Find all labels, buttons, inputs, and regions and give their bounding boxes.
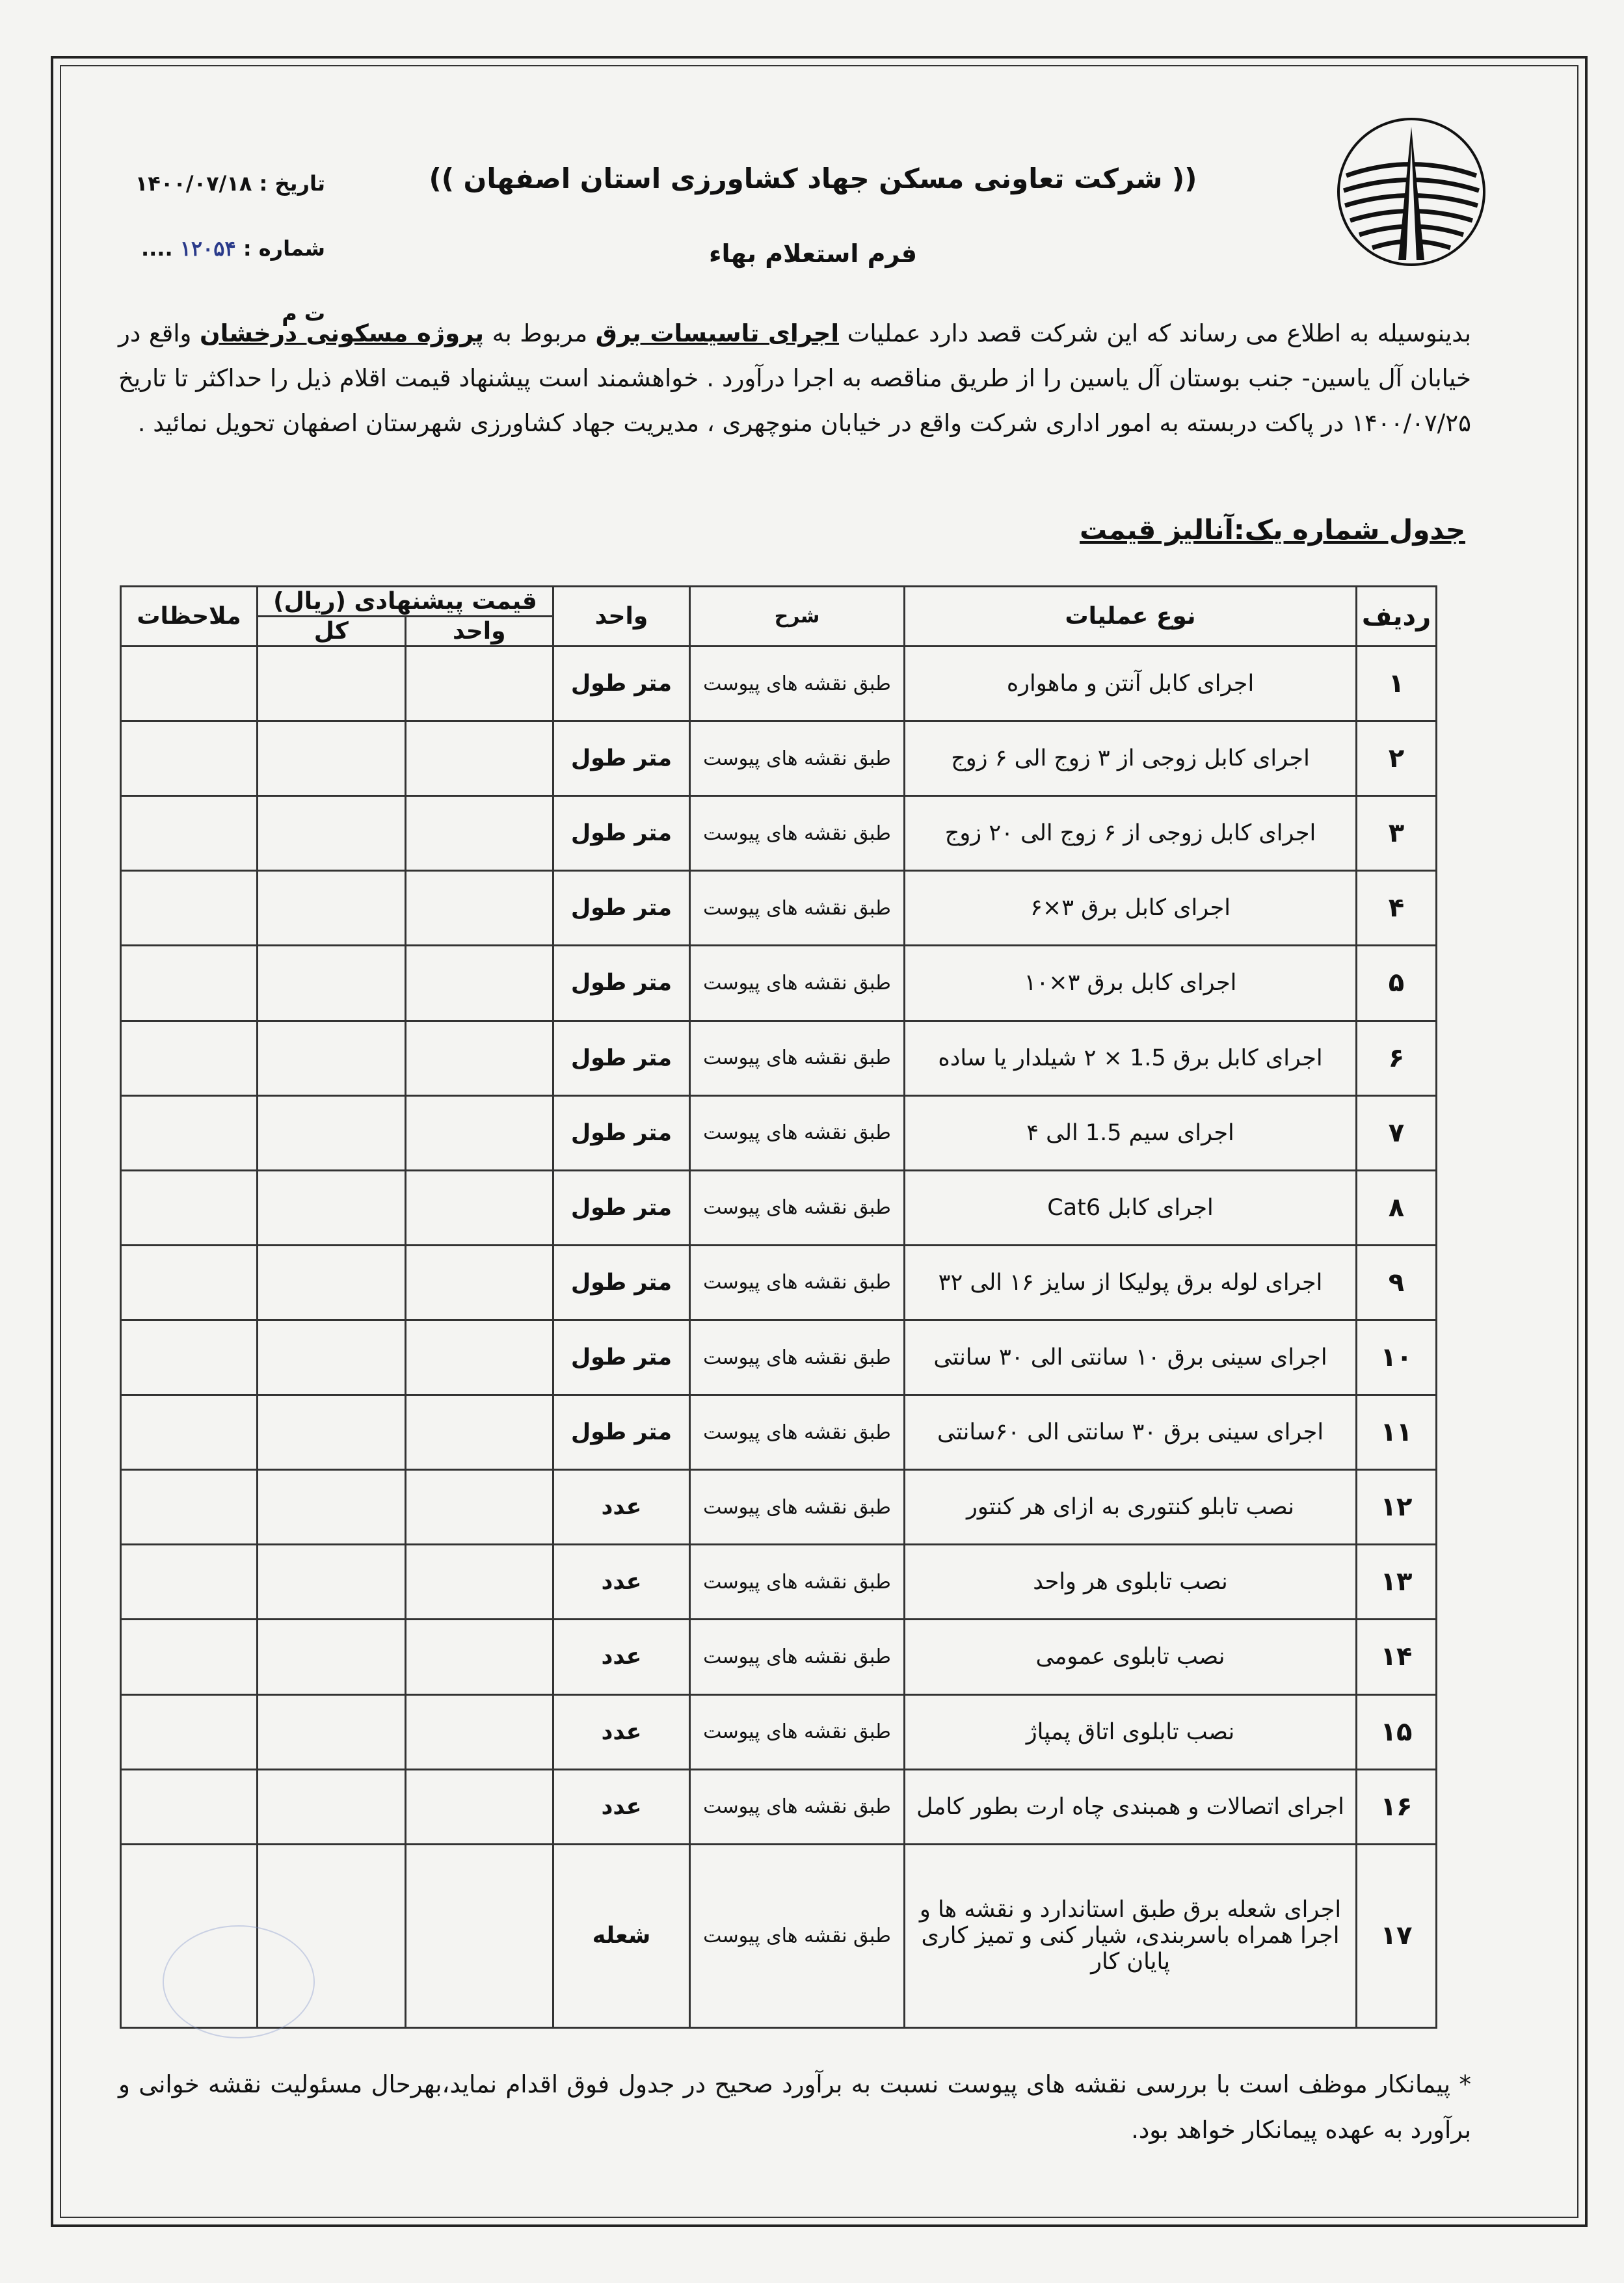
price-unit-cell <box>405 1395 553 1470</box>
header-unit: واحد <box>553 587 690 647</box>
price-total-cell <box>258 1545 406 1620</box>
unit-cell: عدد <box>553 1620 690 1694</box>
row-number-cell: ۱ <box>1357 647 1437 721</box>
row-number-cell: ۹ <box>1357 1245 1437 1320</box>
operation-cell: اجرای کابل برق ۳×۱۰ <box>905 946 1357 1021</box>
price-total-cell <box>258 1470 406 1545</box>
price-total-cell <box>258 1095 406 1170</box>
table-title: جدول شماره یک:آنالیز قیمت <box>1080 514 1465 546</box>
operation-cell: اجرای کابل Cat6 <box>905 1170 1357 1245</box>
row-number-cell: ۱۰ <box>1357 1320 1437 1395</box>
operation-cell: اجرای اتصالات و همبندی چاه ارت بطور کامل <box>905 1769 1357 1844</box>
row-number-cell: ۱۱ <box>1357 1395 1437 1470</box>
description-cell: طبق نقشه های پیوست <box>690 1470 905 1545</box>
table-row <box>121 871 1437 946</box>
form-subtitle: فرم استعلام بهاء <box>709 239 917 268</box>
intro-highlight-project: پروژه مسکونی درخشان <box>199 319 485 347</box>
unit-cell: متر طول <box>553 1320 690 1395</box>
price-unit-cell <box>405 647 553 721</box>
remarks-cell <box>121 1545 258 1620</box>
intro-text-2: مربوط به <box>484 319 596 347</box>
remarks-cell <box>121 871 258 946</box>
price-unit-cell <box>405 1545 553 1620</box>
remarks-cell <box>121 1395 258 1470</box>
number-value: ۱۲۰۵۴ <box>180 236 236 261</box>
description-cell: طبق نقشه های پیوست <box>690 721 905 796</box>
date-line <box>130 151 325 216</box>
remarks-cell <box>121 1620 258 1694</box>
unit-cell: عدد <box>553 1470 690 1545</box>
unit-cell: متر طول <box>553 1245 690 1320</box>
price-unit-cell <box>405 796 553 871</box>
description-cell: طبق نقشه های پیوست <box>690 796 905 871</box>
table-row <box>121 1095 1437 1170</box>
header-price-unit: واحد <box>405 617 553 647</box>
operation-cell: اجرای کابل آنتن و ماهواره <box>905 647 1357 721</box>
price-unit-cell <box>405 1095 553 1170</box>
operation-cell: نصب تابلوی عمومی <box>905 1620 1357 1694</box>
table-row <box>121 1620 1437 1694</box>
price-total-cell <box>258 1620 406 1694</box>
remarks-cell <box>121 946 258 1021</box>
table-row <box>121 1545 1437 1620</box>
remarks-cell <box>121 1021 258 1095</box>
remarks-cell <box>121 796 258 871</box>
operation-cell: نصب تابلوی اتاق پمپاژ <box>905 1694 1357 1769</box>
operation-cell: اجرای لوله برق پولیکا از سایز ۱۶ الی ۳۲ <box>905 1245 1357 1320</box>
description-cell: طبق نقشه های پیوست <box>690 1095 905 1170</box>
description-cell: طبق نقشه های پیوست <box>690 1844 905 2027</box>
intro-paragraph <box>118 311 1471 446</box>
remarks-cell <box>121 1095 258 1170</box>
price-total-cell <box>258 871 406 946</box>
description-cell: طبق نقشه های پیوست <box>690 1395 905 1470</box>
row-number-cell: ۲ <box>1357 721 1437 796</box>
operation-cell: نصب تابلوی هر واحد <box>905 1545 1357 1620</box>
operation-cell: اجرای سینی برق ۱۰ سانتی الی ۳۰ سانتی <box>905 1320 1357 1395</box>
price-unit-cell <box>405 871 553 946</box>
header-description: شرح <box>690 587 905 647</box>
unit-cell: متر طول <box>553 871 690 946</box>
number-dots: .... <box>140 236 173 261</box>
price-unit-cell <box>405 1320 553 1395</box>
operation-cell: اجرای شعله برق طبق استاندارد و نقشه ها و اجرا همراه باسربندی، شیار کنی و تمیز کاری پایان کار <box>905 1844 1357 2027</box>
intro-text-1: بدینوسیله به اطلاع می رساند که این شرکت قصد دارد عملیات <box>839 319 1471 347</box>
row-number-cell: ۳ <box>1357 796 1437 871</box>
remarks-cell <box>121 721 258 796</box>
row-number-cell: ۱۶ <box>1357 1769 1437 1844</box>
row-number-cell: ۷ <box>1357 1095 1437 1170</box>
description-cell: طبق نقشه های پیوست <box>690 1245 905 1320</box>
date-value: ۱۴۰۰/۰۷/۱۸ <box>135 171 252 196</box>
description-cell: طبق نقشه های پیوست <box>690 871 905 946</box>
number-label: شماره : <box>243 236 325 261</box>
operation-cell: نصب تابلو کنتوری به ازای هر کنتور <box>905 1470 1357 1545</box>
price-total-cell <box>258 1395 406 1470</box>
description-cell: طبق نقشه های پیوست <box>690 946 905 1021</box>
price-analysis-table <box>120 585 1437 2029</box>
price-unit-cell <box>405 1620 553 1694</box>
cooperative-logo-icon <box>1333 114 1489 270</box>
row-number-cell: ۱۲ <box>1357 1470 1437 1545</box>
table-row <box>121 1769 1437 1844</box>
unit-cell: متر طول <box>553 721 690 796</box>
table-row <box>121 1844 1437 2027</box>
description-cell: طبق نقشه های پیوست <box>690 1170 905 1245</box>
price-total-cell <box>258 1021 406 1095</box>
header-row-number: ردیف <box>1357 587 1437 647</box>
description-cell: طبق نقشه های پیوست <box>690 1021 905 1095</box>
row-number-cell: ۱۳ <box>1357 1545 1437 1620</box>
price-unit-cell <box>405 721 553 796</box>
intro-highlight-operation: اجرای تاسیسات برق <box>595 319 840 347</box>
price-unit-cell <box>405 1769 553 1844</box>
footnote: * پیمانکار موظف است با بررسی نقشه های پیوست نسبت به برآورد صحیح در جدول فوق اقدام نماید،بهرحال مسئولیت نقشه خوانی و برآورد به عهده پیمانکار خواهد بود. <box>118 2070 1471 2144</box>
remarks-cell <box>121 1245 258 1320</box>
table-row <box>121 647 1437 721</box>
description-cell: طبق نقشه های پیوست <box>690 1769 905 1844</box>
price-total-cell <box>258 1245 406 1320</box>
number-suffix: ت م <box>282 301 325 326</box>
price-total-cell <box>258 946 406 1021</box>
table-row <box>121 1245 1437 1320</box>
price-unit-cell <box>405 1844 553 2027</box>
price-total-cell <box>258 1769 406 1844</box>
unit-cell: متر طول <box>553 1170 690 1245</box>
unit-cell: متر طول <box>553 1395 690 1470</box>
stamp-icon <box>163 1925 315 2038</box>
unit-cell: عدد <box>553 1769 690 1844</box>
date-label: تاریخ : <box>259 171 325 196</box>
unit-cell: متر طول <box>553 1095 690 1170</box>
remarks-cell <box>121 647 258 721</box>
row-number-cell: ۸ <box>1357 1170 1437 1245</box>
price-total-cell <box>258 796 406 871</box>
operation-cell: اجرای کابل برق 1.5 × ۲ شیلدار یا ساده <box>905 1021 1357 1095</box>
header-operation: نوع عملیات <box>905 587 1357 647</box>
description-cell: طبق نقشه های پیوست <box>690 647 905 721</box>
unit-cell: عدد <box>553 1545 690 1620</box>
company-title: (( شرکت تعاونی مسکن جهاد کشاورزی استان اصفهان )) <box>429 163 1197 194</box>
table-row <box>121 796 1437 871</box>
unit-cell: متر طول <box>553 946 690 1021</box>
table-header-row <box>121 587 1437 617</box>
table-row <box>121 1320 1437 1395</box>
table-row <box>121 946 1437 1021</box>
operation-cell: اجرای سیم 1.5 الی ۴ <box>905 1095 1357 1170</box>
unit-cell: متر طول <box>553 796 690 871</box>
table-row <box>121 1170 1437 1245</box>
description-cell: طبق نقشه های پیوست <box>690 1545 905 1620</box>
table-row <box>121 1021 1437 1095</box>
remarks-cell <box>121 1470 258 1545</box>
price-unit-cell <box>405 1170 553 1245</box>
header-remarks: ملاحظات <box>121 587 258 647</box>
row-number-cell: ۱۴ <box>1357 1620 1437 1694</box>
operation-cell: اجرای کابل زوجی از ۶ زوج الی ۲۰ زوج <box>905 796 1357 871</box>
table-row <box>121 721 1437 796</box>
header-price-total: کل <box>258 617 406 647</box>
operation-cell: اجرای کابل زوجی از ۳ زوج الی ۶ زوج <box>905 721 1357 796</box>
operation-cell: اجرای کابل برق ۳×۶ <box>905 871 1357 946</box>
price-total-cell <box>258 721 406 796</box>
row-number-cell: ۴ <box>1357 871 1437 946</box>
price-total-cell <box>258 1170 406 1245</box>
price-unit-cell <box>405 946 553 1021</box>
price-unit-cell <box>405 1021 553 1095</box>
price-total-cell <box>258 1320 406 1395</box>
unit-cell: متر طول <box>553 1021 690 1095</box>
price-unit-cell <box>405 1470 553 1545</box>
price-total-cell <box>258 1694 406 1769</box>
intro-text-3: واقع در خیابان آل یاسین- جنب بوستان آل یاسین را از طریق مناقصه به اجرا درآورد . خواهشمند است پیشنهاد قیمت اقلام ذیل را حداکثر تا تاریخ ۱۴۰۰/۰۷/۲۵ در پاکت دربسته به امور اداری شرکت واقع در خیابان منوچهری ، مدیریت جهاد کشاورزی شهرستان اصفهان تحویل نمائید . <box>118 319 1471 437</box>
price-unit-cell <box>405 1245 553 1320</box>
operation-cell: اجرای سینی برق ۳۰ سانتی الی ۶۰سانتی <box>905 1395 1357 1470</box>
row-number-cell: ۶ <box>1357 1021 1437 1095</box>
unit-cell: عدد <box>553 1694 690 1769</box>
header-price-group: قیمت پیشنهادی (ریال) <box>258 587 553 617</box>
description-cell: طبق نقشه های پیوست <box>690 1320 905 1395</box>
description-cell: طبق نقشه های پیوست <box>690 1620 905 1694</box>
description-cell: طبق نقشه های پیوست <box>690 1694 905 1769</box>
table-row <box>121 1470 1437 1545</box>
remarks-cell <box>121 1769 258 1844</box>
row-number-cell: ۵ <box>1357 946 1437 1021</box>
table-row <box>121 1395 1437 1470</box>
price-total-cell <box>258 647 406 721</box>
row-number-cell: ۱۵ <box>1357 1694 1437 1769</box>
unit-cell: متر طول <box>553 647 690 721</box>
remarks-cell <box>121 1320 258 1395</box>
row-number-cell: ۱۷ <box>1357 1844 1437 2027</box>
unit-cell: شعله <box>553 1844 690 2027</box>
table-body <box>121 647 1437 2028</box>
remarks-cell <box>121 1694 258 1769</box>
price-unit-cell <box>405 1694 553 1769</box>
remarks-cell <box>121 1170 258 1245</box>
table-row <box>121 1694 1437 1769</box>
